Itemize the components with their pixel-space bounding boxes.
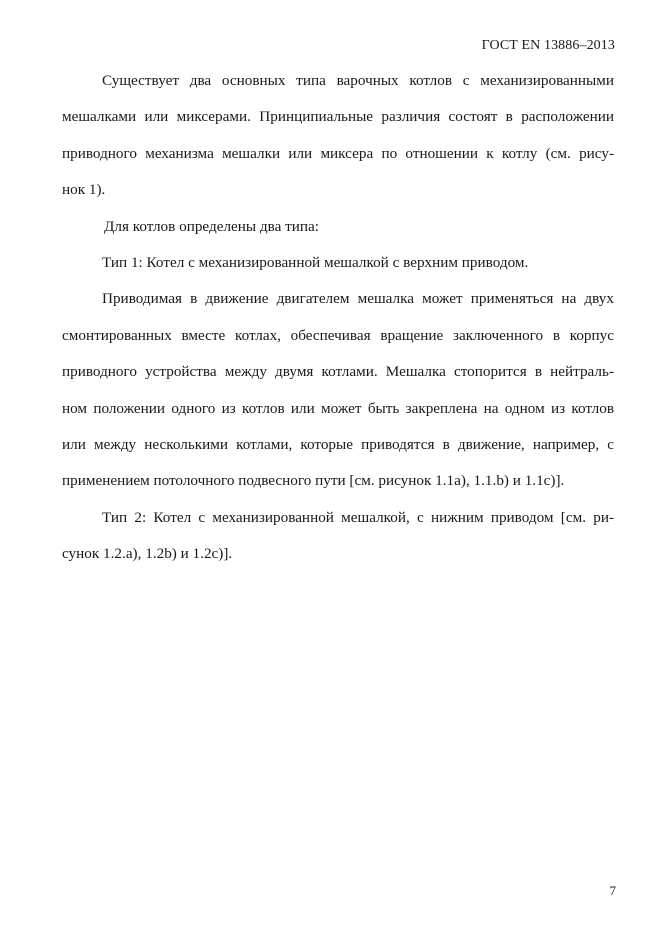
text-line: нок 1). — [62, 181, 106, 199]
paragraph-type-1 — [62, 249, 614, 285]
paragraph-two-types — [62, 213, 614, 249]
body-text — [62, 67, 614, 576]
text-line: мешалками или миксерами. Принципиальные различия состоят в расположении — [62, 108, 614, 126]
text-line: смонтированных вместе котлах, обеспечивая вращение заключенного в корпус — [62, 326, 614, 344]
page-number: 7 — [609, 883, 616, 898]
text-line: или между несколькими котлами, которые приводятся в движение, например, с — [62, 435, 614, 453]
text-line: ном положении одного из котлов или может быть закреплена на одном из котлов — [62, 399, 614, 417]
paragraph-type-2 — [62, 504, 614, 577]
text-line: Тип 1: Котел с механизированной мешалкой с верхним приводом. — [102, 253, 529, 271]
text-line: Тип 2: Котел с механизированной мешалкой, с нижним приводом [см. ри- — [102, 508, 614, 526]
text-line: Приводимая в движение двигателем мешалка может применяться на двух — [102, 290, 614, 308]
text-line: Для котлов определены два типа: — [104, 217, 319, 235]
text-line: приводного механизма мешалки или миксера по отношении к котлу (см. рису- — [62, 144, 614, 162]
paragraph-type-1-description — [62, 285, 614, 503]
text-line: применением потолочного подвесного пути [см. рисунок 1.1a), 1.1.b) и 1.1c)]. — [62, 472, 565, 490]
text-line: Существует два основных типа варочных котлов с механизированными — [102, 72, 614, 89]
text-line: приводного устройства между двумя котлами. Мешалка стопорится в нейтраль- — [62, 363, 614, 381]
text-line: сунок 1.2.a), 1.2b) и 1.2c)]. — [62, 545, 233, 563]
document-header-code: ГОСТ EN 13886–2013 — [481, 38, 615, 53]
paragraph-kettle-types-intro — [62, 67, 614, 213]
